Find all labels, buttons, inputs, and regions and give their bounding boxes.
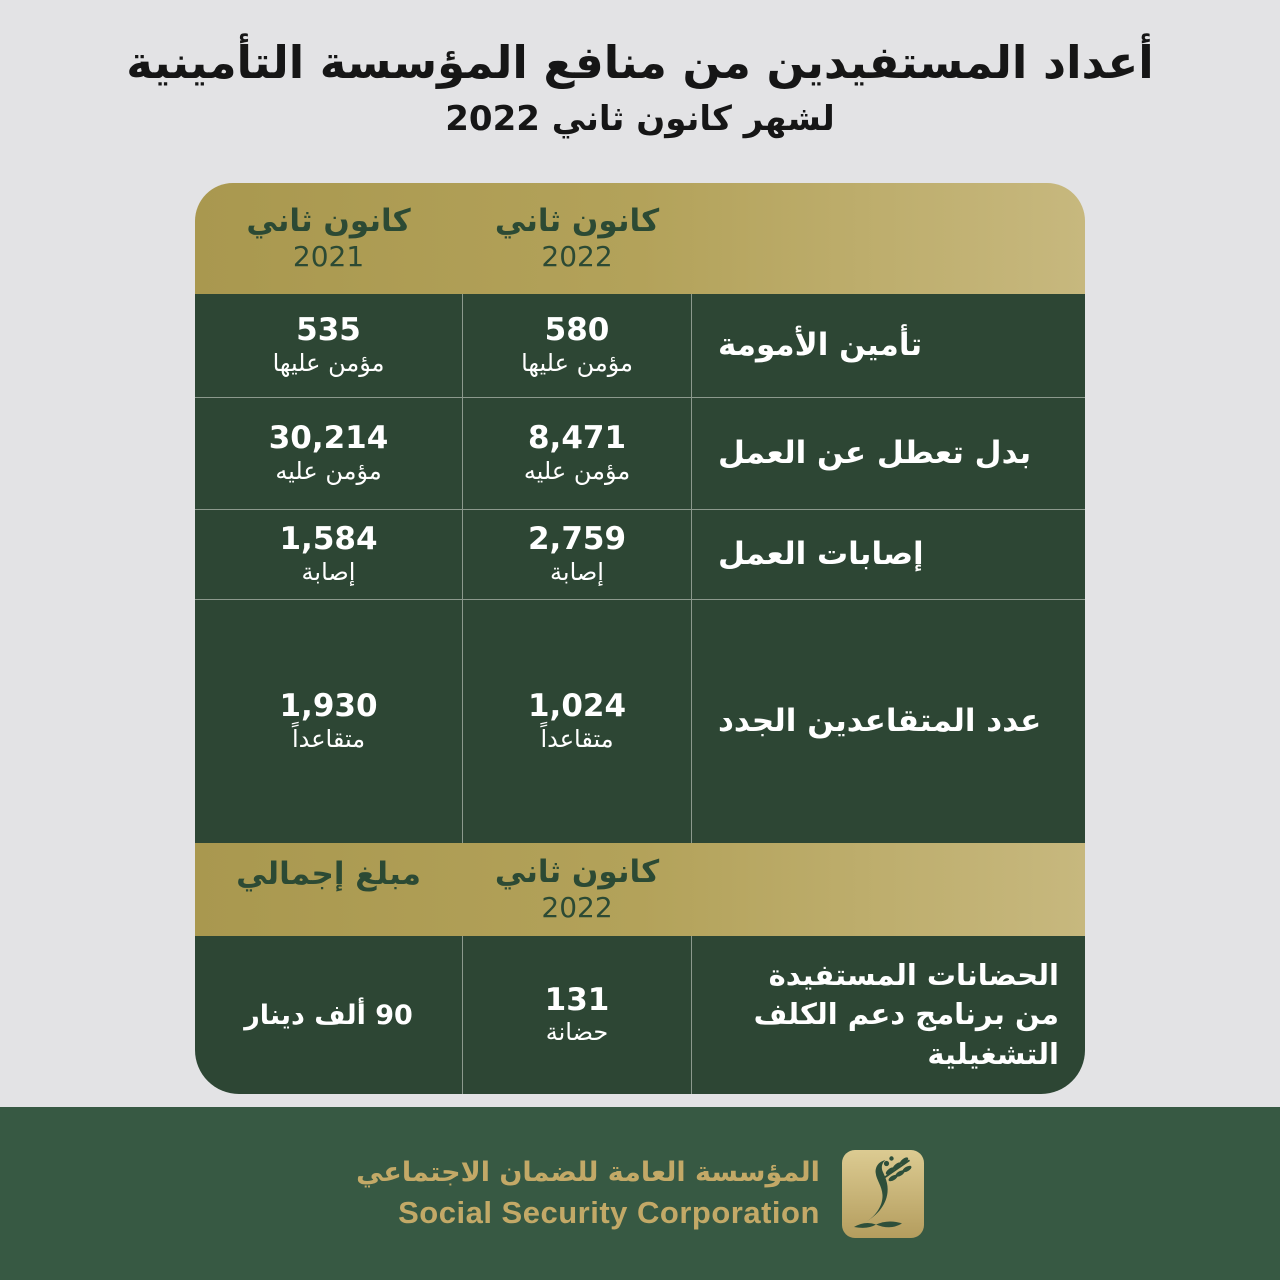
value-cell-2022 [462,600,692,843]
value-cell-2021 [195,510,462,599]
row-label: تأمين الأمومة [718,327,923,364]
header-empty-cell [692,843,1085,936]
value-cell-2021 [195,294,462,397]
value-unit: إصابة [550,557,604,586]
total-amount-label: مبلغ إجمالي [236,856,421,892]
header-year-2022: 2022 [541,239,613,273]
value-number: 1,024 [527,688,627,725]
value-unit: إصابة [301,557,356,586]
table-row-unemployment [195,397,1085,509]
value-cell-2022 [462,510,692,599]
value-unit: مؤمن عليه [523,456,631,485]
table-header-totals [195,843,1085,936]
table-header-months [195,183,1085,294]
value-number: 535 [296,312,361,349]
value-cell-amount [195,936,462,1094]
title-line-1: أعداد المستفيدين من منافع المؤسسة التأمينية [126,36,1154,89]
table-row-new-retirees [195,599,1085,843]
value-number: 580 [544,312,610,349]
amount-value: 90 ألف دينار [244,999,413,1031]
header-month-2022: كانون ثاني [494,202,660,239]
header-jan-2022 [462,183,692,294]
header-jan-2021 [195,183,462,294]
row-label: عدد المتقاعدين الجدد [718,703,1042,740]
page-title [0,36,1280,139]
value-number: 30,214 [268,420,389,457]
value-unit: مؤمن عليها [272,348,385,377]
benefits-table [195,183,1085,1094]
value-cell-2021 [195,398,462,509]
table-row-maternity [195,294,1085,397]
value-number: 1,930 [279,688,378,725]
value-cell-count [462,936,692,1094]
header-empty-cell [692,183,1085,294]
header-jan-2022-nursery [462,843,692,936]
value-cell-2021 [195,600,462,843]
row-label-cell [692,936,1085,1094]
value-cell-2022 [462,294,692,397]
value-unit: حضانة [545,1018,609,1047]
olive-tree-logo-icon [842,1150,924,1238]
value-unit: متقاعداً [540,724,614,753]
title-line-2: لشهر كانون ثاني 2022 [445,99,835,139]
footer-org-names [356,1157,820,1231]
value-number: 131 [544,981,610,1018]
value-number: 1,584 [279,521,378,558]
header-month-2021: كانون ثاني [246,202,411,239]
row-label-cell [692,510,1085,599]
footer-bar [0,1107,1280,1280]
value-unit: مؤمن عليه [275,456,382,485]
header-total-amount [195,843,462,936]
value-unit: متقاعداً [291,724,366,753]
row-label-cell [692,398,1085,509]
header-month: كانون ثاني [494,853,660,890]
row-label: بدل تعطل عن العمل [718,435,1032,472]
table-row-work-injuries [195,509,1085,599]
table-row-nurseries [195,936,1085,1094]
row-label: الحضانات المستفيدة من برنامج دعم الكلف التشغيلية [753,958,1059,1071]
row-label-cell [692,294,1085,397]
org-name-arabic: المؤسسة العامة للضمان الاجتماعي [356,1156,820,1188]
value-number: 8,471 [527,420,627,457]
header-year-2021: 2021 [292,239,365,273]
org-name-english: Social Security Corporation [398,1194,820,1230]
row-label-cell [692,600,1085,843]
row-label: إصابات العمل [718,536,924,573]
value-unit: مؤمن عليها [521,348,633,377]
value-number: 2,759 [527,521,627,558]
header-year: 2022 [541,890,613,924]
value-cell-2022 [462,398,692,509]
